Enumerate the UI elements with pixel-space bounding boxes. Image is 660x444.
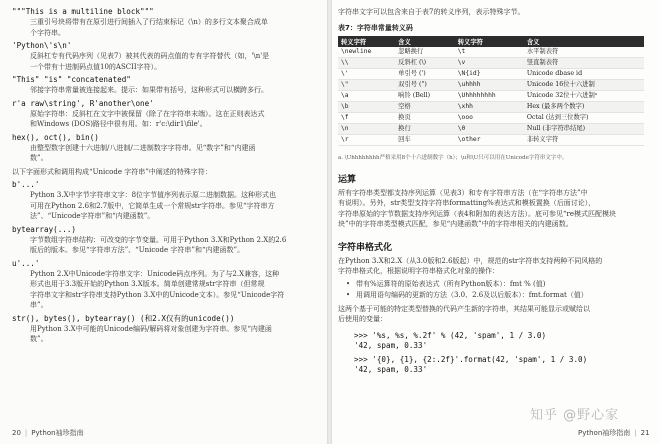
section-heading-operations: 运算	[338, 174, 357, 185]
table-footnote: a. \Uhhhhhhhh严格采用8个十六进制数字（h）；\u和\U只可以用在Unicode字符串文字中。	[338, 154, 568, 161]
code-line: '42, spam, 0.33'	[354, 364, 428, 374]
table-cell: \xhh	[455, 101, 524, 112]
table-cell: Unicode dbase id	[524, 68, 644, 79]
text-line: 数”。	[30, 335, 48, 343]
text-line: 数”。	[30, 154, 48, 162]
page-number: 20	[12, 429, 21, 437]
formatting-paragraph	[338, 256, 654, 277]
table-cell: \r	[338, 134, 395, 145]
table-cell: \ooo	[455, 112, 524, 123]
table-cell: Octal (达到三位数字)	[524, 112, 644, 123]
desc-escape	[12, 51, 302, 72]
text-line: 个字符串。	[30, 28, 65, 37]
table-cell: \v	[455, 57, 524, 68]
text-line: 反斜杠专有代码序列（见表7）被其代表的码点值的专有字符替代（如，'\n'是	[30, 52, 270, 60]
table-cell: 响铃 (Bell)	[395, 90, 455, 101]
formatting-bullets	[338, 279, 654, 301]
table-cell: 双引号 (")	[395, 79, 455, 90]
right-page-content	[338, 7, 654, 375]
table-header: 转义字符	[338, 36, 395, 47]
bullet-item: • 用调用语句编码的更新的方法（3.0、2.6及以后版本）：fmt.format（值）	[338, 290, 654, 301]
desc-bytearray	[12, 235, 302, 256]
desc-unicode-literal	[12, 269, 302, 311]
table-header-row	[338, 36, 644, 47]
table-cell: Null (非字符串结尾)	[524, 123, 644, 134]
desc-multiline	[12, 17, 302, 38]
desc-str-bytes	[12, 324, 302, 345]
code-str-bytes: str(), bytes(), bytearray() (和2.X仅有的unicode())	[12, 313, 235, 323]
text-line: 法”、“Unicode字符串”和“内建函数”。	[30, 212, 155, 220]
code-line: >>> '%s, %s, %.2f' % (42, 'spam', 1 / 3.0)	[354, 330, 547, 340]
table-cell: 单引号 (')	[395, 68, 455, 79]
intro-escape-table: 字符串文字可以包含来自于表7的转义序列，表示特殊字节。	[338, 8, 525, 16]
left-page	[0, 0, 327, 444]
desc-bytes-literal	[12, 190, 302, 222]
text-line: 串”。	[30, 301, 48, 309]
table-cell: 空格	[395, 101, 455, 112]
text-line: 可用在Python 2.6和2.7版中，它简单生成一个常规str字符串。参见“字符串方	[30, 201, 275, 210]
table-row	[338, 134, 644, 145]
desc-raw-string	[12, 109, 302, 130]
code-line: '42, spam, 0.33'	[354, 340, 428, 350]
table-cell: \t	[455, 47, 524, 58]
text-line: 所有字符串类型都支持序列运算（见表3）和专有字符串方法（在“字符串方法”中	[338, 188, 588, 197]
code-concatenated: "This" "is" "concatenated"	[12, 75, 131, 84]
table-cell: \newline	[338, 47, 395, 58]
operations-paragraph	[338, 188, 654, 230]
table-cell: \f	[338, 112, 395, 123]
table-row	[338, 68, 644, 79]
table-cell: \b	[338, 101, 395, 112]
running-title: Python袖珍指南	[578, 429, 631, 437]
watermark: 知乎 @野心家	[530, 408, 620, 423]
text-line: 一个带有十进制码点值10的ASCII字符）。	[30, 62, 162, 71]
table-cell: 竖直制表符	[524, 57, 644, 68]
table-cell: \\	[338, 57, 395, 68]
code-escape: 'Python\'s\n'	[12, 41, 72, 50]
table-caption: 表7：字符串常量转义码	[338, 23, 413, 32]
code-bytearray: bytearray(...)	[12, 224, 77, 234]
text-line: 字符串格式化，根据说明字符串格式化对象的操作：	[338, 267, 499, 275]
table-header: 含义	[395, 36, 455, 47]
text-line: 有说明）。另外，str类型支持字符串formatting%表达式和模板置换（后面讨论），	[338, 199, 596, 207]
table-cell: 换页	[395, 112, 455, 123]
text-line: 用Python 3.X中可能的Unicode编码/解码将对象创建为字符串。参见“内建函	[30, 324, 272, 333]
table-cell: \Uhhhhhhhh	[455, 90, 524, 101]
table-row	[338, 90, 644, 101]
formatting-result-paragraph	[338, 304, 654, 325]
table-cell: 非转义字符	[524, 134, 644, 145]
text-line: 版后的版本。参见“字符串方法”、“Unicode 字符串”和“内建函数”。	[30, 246, 245, 254]
code-example	[338, 331, 654, 375]
escape-code-table	[338, 36, 644, 146]
code-unicode-literal: u'...'	[12, 258, 40, 268]
table-row	[338, 47, 644, 58]
table-header: 含义	[524, 36, 644, 47]
table-cell: \'	[338, 68, 395, 79]
text-line: 在Python 3.X和2.X（从3.0版和2.6版起）中，规范的str字符串支持两种不同风格的	[338, 256, 603, 265]
table-cell: Unicode 16位十六进制	[524, 79, 644, 90]
desc-concatenated: 邻接字符串常量被连接起来。提示：如果带有括号，这种形式可以横跨多行。	[30, 86, 268, 94]
left-page-content	[12, 7, 317, 345]
footer-separator: |	[634, 429, 637, 437]
table-cell: Unicode 32位十六进制ᵃ	[524, 90, 644, 101]
table-row	[338, 112, 644, 123]
text-line: Python 2.X中Unicode字符串文字：Unicode码点序列。为了与2.X兼容，这种	[30, 269, 280, 278]
table-cell: \uhhhh	[455, 79, 524, 90]
code-hex-oct-bin: hex(), oct(), bin()	[12, 132, 99, 142]
table-cell: Hex (最多两个数字)	[524, 101, 644, 112]
table-cell: \0	[455, 123, 524, 134]
text-line: 字符串原始的字节数据支持序列运算（表4和附加的表达方法）。底可参见“re模式匹配模块	[338, 209, 617, 218]
right-page-footer	[578, 428, 650, 438]
table-row	[338, 123, 644, 134]
text-line: 后使用的变量：	[338, 315, 387, 323]
text-line: 三重引号块将带有在原引进行间插入了行结束标记（\n）的多行文本聚合成单	[30, 18, 268, 26]
text-line: 块”中的字符串类型模式匹配，参见“内建函数”中的字符串相关的内建函数。	[338, 220, 573, 228]
bullet-item: • 带有%运算符的原始表达式（所有Python版本）：fmt % (值)	[338, 279, 654, 290]
table-cell: \n	[338, 123, 395, 134]
code-raw-string: r'a raw\string', R'another\one'	[12, 98, 154, 108]
running-title: Python袖珍指南	[31, 429, 84, 437]
text-line: 和Windows (DOS)路径中很有用。如：r'c:\dir1\file'。	[30, 120, 207, 128]
section-heading-string-formatting: 字符串格式化	[338, 242, 393, 253]
text-line: 字符串文字和str字符串支持Python 3.X中的Unicode文本）。参见“Unicode字符	[30, 290, 285, 299]
table-cell: \"	[338, 79, 395, 90]
table-cell: 水平制表符	[524, 47, 644, 58]
left-page-footer	[12, 428, 84, 438]
table-cell: 回车	[395, 134, 455, 145]
page-number: 21	[640, 429, 650, 437]
desc-hex-oct-bin	[12, 143, 302, 164]
text-line: 形式也用于3.3版开始的Python 3.X版本。简单创建常规str字符串（但常规	[30, 280, 265, 288]
table-cell: \other	[455, 134, 524, 145]
code-multiline-block: """This is a multiline block"""	[12, 7, 154, 16]
intro-special-forms: 以下字面形式和调用构成“Unicode 字符串”中阐述的特殊字符：	[12, 167, 212, 176]
table-cell: 换行	[395, 123, 455, 134]
text-line: 由整型数字创建十六进制/八进制/二进制数字字符串。见“数字”和“内建函	[30, 143, 256, 152]
code-bytes-literal: b'...'	[12, 180, 40, 189]
text-line: 这两个基于可能的特定类型替换的代码产生新的字符串，其结果可能显示或赋给以	[338, 304, 590, 313]
right-page	[332, 0, 660, 444]
code-line: >>> '{0}, {1}, {2:.2f}'.format(42, 'spam', 1 / 3.0)	[354, 354, 588, 364]
text-line: Python 3.X中字节字符串文字：8位字节值序列表示原二进制数据。这种形式也	[30, 191, 277, 199]
table-row	[338, 57, 644, 68]
table-row	[338, 101, 644, 112]
footer-separator: |	[24, 429, 28, 437]
table-cell: 忽略换行	[395, 47, 455, 58]
table-cell: \N{id}	[455, 68, 524, 79]
table-cell: \a	[338, 90, 395, 101]
table-row	[338, 79, 644, 90]
table-cell: 反斜杠 (\)	[395, 57, 455, 68]
text-line: 字节数组字符串结构：可改变的字节变量。可用于Python 3.X和Python 2.X的2.6	[30, 235, 287, 244]
table-header: 转义字符	[455, 36, 524, 47]
text-line: 原始字符串：反斜杠在文字中被保留（除了在字符串末端）。这在正则表达式	[30, 109, 265, 118]
